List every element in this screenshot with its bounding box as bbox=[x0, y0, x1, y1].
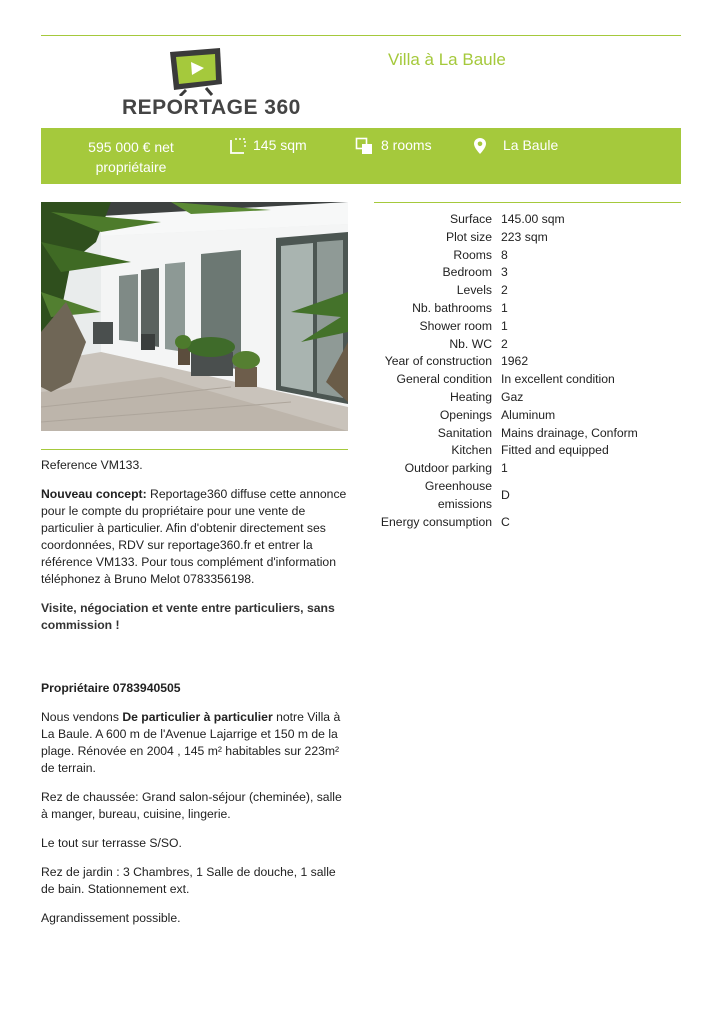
spec-label: Plot size bbox=[445, 229, 492, 244]
owner-phone: Propriétaire 0783940505 bbox=[41, 681, 181, 695]
spec-label: Outdoor parking bbox=[404, 461, 492, 476]
spec-value: 8 bbox=[501, 247, 508, 262]
price-amount: 595 000 € net bbox=[88, 139, 174, 155]
spec-value: D bbox=[501, 487, 510, 502]
extension: Agrandissement possible. bbox=[41, 911, 181, 925]
spec-row bbox=[374, 247, 638, 265]
garden-level: Rez de jardin : 3 Chambres, 1 Salle de douche, 1 salle de bain. Stationnement ext. bbox=[41, 865, 336, 896]
spec-value: Aluminum bbox=[501, 407, 556, 422]
logo-wordmark: REPORTAGE 360 bbox=[122, 96, 301, 119]
spec-label: Energy consumption bbox=[380, 514, 492, 529]
property-photo bbox=[41, 202, 348, 431]
spec-label: Surface bbox=[449, 212, 492, 226]
spec-value: Fitted and equipped bbox=[501, 443, 609, 458]
sale-intro: Nous vendons bbox=[41, 710, 123, 724]
spec-value: C bbox=[501, 514, 510, 529]
description bbox=[41, 457, 348, 939]
spec-label: Sanitation bbox=[437, 425, 492, 440]
specs-table bbox=[374, 211, 638, 531]
price bbox=[69, 137, 193, 177]
concept-text: Reportage360 diffuse cette annonce pour le compte du propriétaire pour une vente de particulier à particulier. Afin d'obtenir directement ses coordonnées, RDV sur reportage360.fr et entrer la référence VM133. Pour tous complément d'information téléphonez à Bruno Melot 0783356198. bbox=[41, 487, 347, 586]
spec-value: Gaz bbox=[501, 389, 524, 404]
location-pin-icon bbox=[473, 137, 487, 155]
spec-label: Levels bbox=[456, 283, 492, 298]
spec-value: 1 bbox=[501, 300, 508, 315]
visit-note: Visite, négociation et vente entre particuliers, sans commission ! bbox=[41, 601, 335, 632]
sale-rest: notre Villa à La Baule. A 600 m de l'Avenue Lajarrige et 150 m de la plage. Rénovée en 2004 , 145 m² habitables sur 223m² de terrain. bbox=[41, 710, 341, 775]
rooms-icon bbox=[355, 137, 375, 155]
spec-label: Rooms bbox=[453, 247, 492, 262]
location-feature bbox=[473, 137, 558, 155]
ground-floor: Rez de chaussée: Grand salon-séjour (cheminée), salle à manger, bureau, cuisine, lingerie. bbox=[41, 790, 342, 821]
tv-play-logo-icon bbox=[118, 46, 274, 96]
spec-row bbox=[374, 300, 638, 318]
rooms-value: 8 rooms bbox=[381, 137, 432, 153]
spec-row bbox=[374, 211, 638, 229]
spec-row bbox=[374, 318, 638, 336]
reportage360-logo bbox=[118, 46, 301, 120]
spec-label: Year of construction bbox=[384, 354, 492, 369]
spec-value: 2 bbox=[501, 283, 508, 298]
spec-label: Shower room bbox=[419, 318, 492, 333]
concept-paragraph bbox=[41, 486, 348, 588]
terrace: Le tout sur terrasse S/SO. bbox=[41, 836, 182, 850]
spec-row bbox=[374, 407, 638, 425]
price-note: propriétaire bbox=[95, 159, 167, 175]
reference: Reference VM133. bbox=[41, 458, 143, 472]
location-value: La Baule bbox=[503, 137, 559, 153]
spec-label: Heating bbox=[449, 389, 492, 404]
spec-row bbox=[374, 425, 638, 443]
spec-row bbox=[374, 371, 638, 389]
spec-row bbox=[374, 514, 638, 532]
spec-value: 223 sqm bbox=[501, 229, 548, 244]
spec-row bbox=[374, 460, 638, 478]
spec-value: 1 bbox=[501, 318, 508, 333]
spec-value: 3 bbox=[501, 265, 508, 280]
spec-row bbox=[374, 478, 638, 514]
spec-row bbox=[374, 389, 638, 407]
left-divider bbox=[41, 449, 348, 450]
sale-bold: De particulier à particulier bbox=[122, 710, 277, 724]
spec-label: Nb. bathrooms bbox=[412, 300, 492, 315]
spec-value: 2 bbox=[501, 336, 508, 351]
spec-value: In excellent condition bbox=[501, 372, 615, 387]
property-title: Villa à La Baule bbox=[388, 50, 506, 69]
spec-row bbox=[374, 336, 638, 354]
sale-paragraph bbox=[41, 709, 348, 777]
spec-label: Bedroom bbox=[442, 265, 492, 280]
surface-feature bbox=[229, 137, 307, 155]
spec-label: Openings bbox=[439, 407, 492, 422]
spec-label: General condition bbox=[396, 372, 492, 387]
spec-label: Nb. WC bbox=[449, 336, 492, 351]
spec-row bbox=[374, 282, 638, 300]
spec-value: Mains drainage, Conform bbox=[501, 425, 638, 440]
spec-row bbox=[374, 442, 638, 460]
spec-label: Kitchen bbox=[451, 443, 492, 458]
spec-row bbox=[374, 264, 638, 282]
surface-value: 145 sqm bbox=[253, 137, 307, 153]
top-divider bbox=[41, 35, 681, 36]
spec-row bbox=[374, 353, 638, 371]
right-divider bbox=[374, 202, 681, 203]
spec-label: Greenhouse emissions bbox=[424, 478, 492, 511]
spec-value: 1 bbox=[501, 461, 508, 476]
spec-row bbox=[374, 229, 638, 247]
surface-icon bbox=[229, 137, 247, 155]
rooms-feature bbox=[355, 137, 432, 155]
summary-banner bbox=[41, 128, 681, 184]
spec-value: 145.00 sqm bbox=[501, 212, 565, 226]
spec-value: 1962 bbox=[501, 354, 529, 369]
concept-label: Nouveau concept: bbox=[41, 487, 147, 501]
